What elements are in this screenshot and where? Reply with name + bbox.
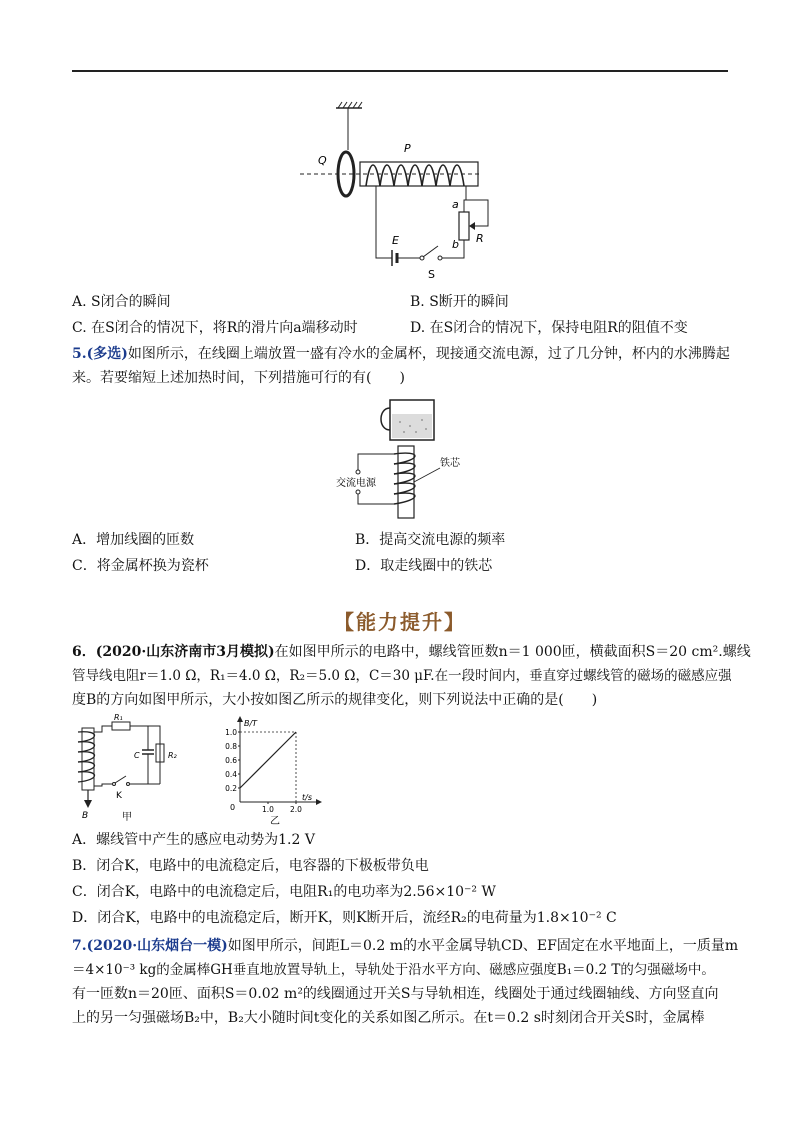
q5-option-c: C．将金属杯换为瓷杯 bbox=[72, 558, 209, 574]
label-b: b bbox=[452, 238, 459, 251]
caption-jia: 甲 bbox=[122, 812, 132, 823]
label-power: 交流电源 bbox=[336, 478, 376, 489]
q4-option-d: D. 在S闭合的情况下，保持电阻R的阻值不变 bbox=[410, 320, 688, 336]
q6-num: 6． bbox=[72, 644, 96, 660]
bt-axes bbox=[237, 716, 322, 805]
section-heading: 【能力提升】 bbox=[334, 610, 466, 634]
y-tick-label: 0.2 bbox=[225, 784, 237, 793]
xlabel: t/s bbox=[302, 793, 312, 802]
label-r2: R₂ bbox=[168, 751, 177, 760]
label-k: K bbox=[116, 791, 122, 801]
q7-stem-line3: 有一匝数n＝20匝、面积S＝0.02 m²的线圈通过开关S与导轨相连，线圈处于通过线圈轴线、方向竖直向 bbox=[72, 986, 719, 1002]
origin: 0 bbox=[230, 803, 236, 812]
label-core: 铁芯 bbox=[440, 458, 460, 469]
label-b: B bbox=[82, 811, 89, 821]
q6-stem-1: 在如图甲所示的电路中，螺线管匝数n＝1 000匝，横截面积S＝20 cm².螺线 bbox=[274, 644, 751, 660]
q6-stem-line3: 度B的方向如图甲所示，大小按如图乙所示的规律变化，则下列说法中正确的是( ) bbox=[72, 692, 598, 708]
q5-stem-line2: 来。若要缩短上述加热时间，下列措施可行的有( ) bbox=[72, 370, 405, 386]
label-s: S bbox=[428, 268, 435, 281]
q5-option-d: D．取走线圈中的铁芯 bbox=[355, 558, 493, 574]
q6-option-d: D．闭合K，电路中的电流稳定后，断开K，则K断开后，流经R₂的电荷量为1.8×10⁻² C bbox=[72, 910, 617, 926]
q6-option-a: A．螺线管中产生的感应电动势为1.2 V bbox=[72, 832, 315, 848]
label-e: E bbox=[392, 234, 399, 247]
q7-stem-line1 bbox=[72, 936, 739, 956]
q6-option-c: C．闭合K，电路中的电流稳定后，电阻R₁的电功率为2.56×10⁻² W bbox=[72, 884, 496, 900]
q6-source: (2020·山东济南市3月模拟) bbox=[95, 644, 275, 660]
label-q: Q bbox=[318, 154, 327, 167]
q5-stem-1: 如图所示，在线圈上端放置一盛有冷水的金属杯，现接通交流电源，过了几分钟，杯内的水沸腾起 bbox=[127, 346, 730, 362]
q6-bt-graph bbox=[222, 716, 322, 828]
label-c: C bbox=[134, 751, 140, 760]
q5-stem-line1 bbox=[72, 344, 732, 364]
ylabel: B/T bbox=[244, 719, 258, 728]
q7-stem-1: 如图甲所示，间距L＝0.2 m的水平金属导轨CD、EF固定在水平地面上，一质量m bbox=[227, 938, 739, 954]
q4-option-c: C. 在S闭合的情况下，将R的滑片向a端移动时 bbox=[72, 320, 358, 336]
y-tick-label: 0.8 bbox=[225, 742, 237, 751]
caption-yi: 乙 bbox=[270, 816, 280, 827]
q7-stem-line2: ＝4×10⁻³ kg的金属棒GH垂直地放置导轨上，导轨处于沿水平方向、磁感应强度B₁＝0.2 T的匀强磁场中。 bbox=[72, 962, 715, 978]
label-r1: R₁ bbox=[114, 713, 123, 722]
series-line-b bbox=[240, 732, 296, 788]
q5-option-b: B．提高交流电源的频率 bbox=[355, 532, 506, 548]
y-tick-label: 1.0 bbox=[225, 728, 237, 737]
q5-coil-figure bbox=[330, 396, 480, 524]
q5-tag: 5.(多选) bbox=[72, 346, 128, 362]
q6-stem-line1 bbox=[72, 642, 751, 662]
q4-option-a: A. S闭合的瞬间 bbox=[72, 294, 171, 310]
q5-option-a: A．增加线圈的匝数 bbox=[72, 532, 195, 548]
y-tick-label: 0.4 bbox=[225, 770, 237, 779]
label-p: P bbox=[404, 142, 411, 155]
label-a: a bbox=[452, 198, 459, 211]
label-r: R bbox=[476, 232, 484, 245]
q7-tag: 7.(2020·山东烟台一模) bbox=[72, 938, 228, 954]
x-tick-label: 1.0 bbox=[262, 805, 274, 814]
q4-solenoid-figure bbox=[296, 100, 506, 290]
q4-option-b: B. S断开的瞬间 bbox=[410, 294, 509, 310]
header-rule bbox=[72, 70, 728, 72]
q6-circuit-figure bbox=[72, 713, 192, 824]
y-tick-label: 0.6 bbox=[225, 756, 237, 765]
x-tick-label: 2.0 bbox=[290, 805, 302, 814]
q6-option-b: B．闭合K，电路中的电流稳定后，电容器的下极板带负电 bbox=[72, 858, 429, 874]
q6-stem-line2: 管导线电阻r＝1.0 Ω，R₁＝4.0 Ω，R₂＝5.0 Ω，C＝30 μF.在一段时间内，垂直穿过螺线管的磁场的磁感应强 bbox=[72, 668, 732, 684]
q7-stem-line4: 上的另一匀强磁场B₂中，B₂大小随时间t变化的关系如图乙所示。在t＝0.2 s时刻闭合开关S时，金属棒 bbox=[72, 1010, 705, 1026]
